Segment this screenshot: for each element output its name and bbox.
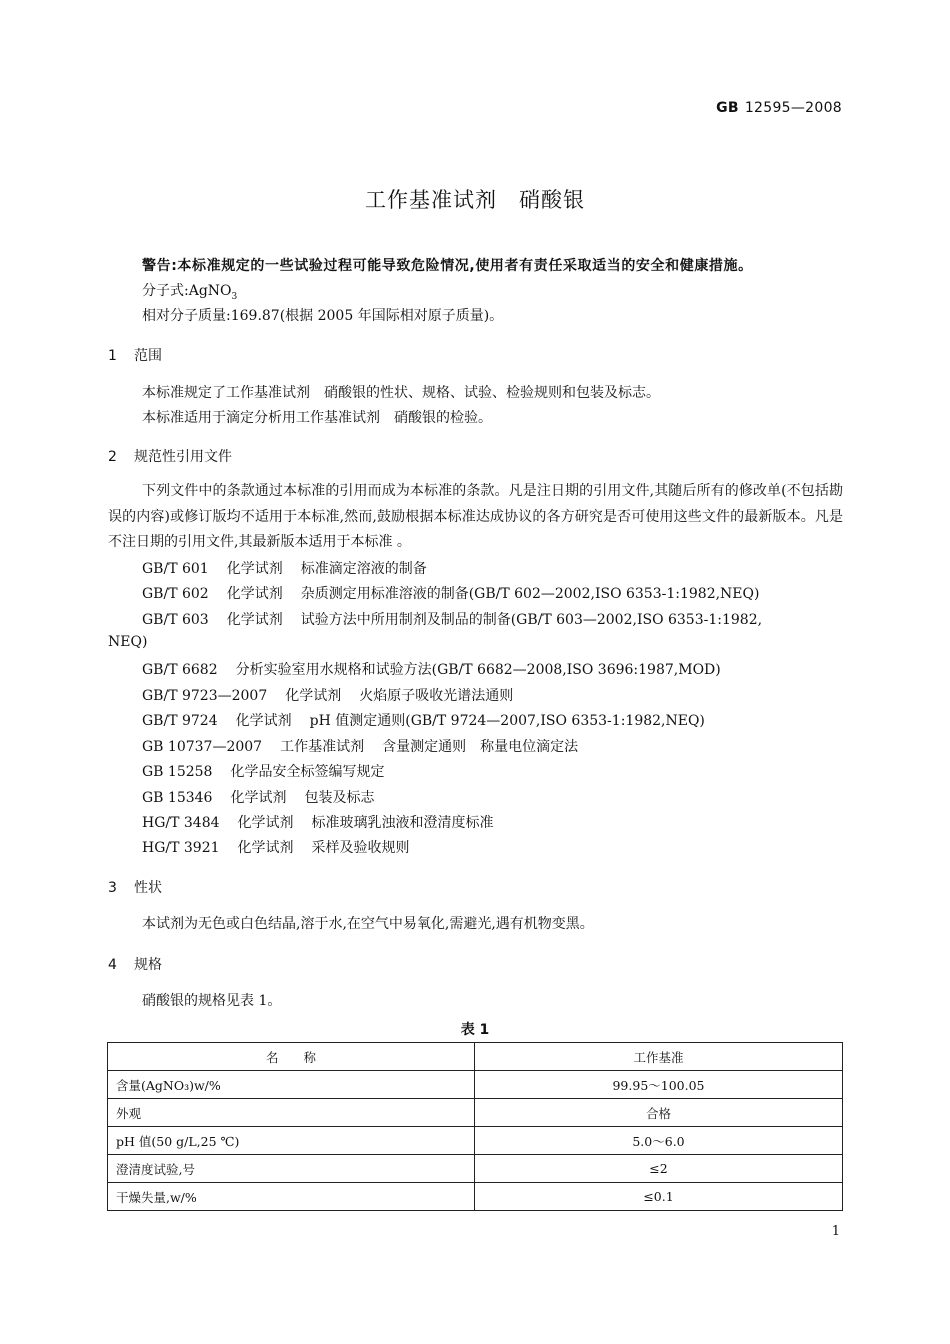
reference-code: GB/T 9723—2007 [142, 688, 268, 704]
reference-item [142, 685, 513, 705]
reference-category: 化学试剂 [226, 586, 283, 602]
reference-category: 化学试剂 [235, 713, 292, 729]
section-number: 1 [108, 348, 117, 364]
reference-item [142, 710, 705, 730]
reference-category: 化学试剂 [237, 815, 294, 831]
reference-item [142, 609, 762, 629]
reference-title: 火焰原子吸收光谱法通则 [359, 688, 514, 704]
reference-title: 标准玻璃乳浊液和澄清度标准 [311, 815, 494, 831]
section-title: 性状 [134, 880, 162, 896]
table-cell-name: 外观 [108, 1099, 475, 1127]
reference-code: HG/T 3921 [142, 840, 220, 856]
reference-item [142, 659, 721, 679]
reference-title: 含量测定通则 称量电位滴定法 [382, 739, 579, 755]
table-cell-name: pH 值(50 g/L,25 ℃) [108, 1127, 475, 1155]
table-cell-value: ≤0.1 [475, 1183, 843, 1211]
table-cell-value: 5.0～6.0 [475, 1127, 843, 1155]
section-1-heading [108, 345, 162, 365]
reference-category: 化学试剂 [226, 561, 283, 577]
properties-paragraph: 本试剂为无色或白色结晶,溶于水,在空气中易氧化,需避光,遇有机物变黑。 [142, 916, 594, 932]
reference-code: GB/T 9724 [142, 713, 218, 729]
section-title: 规范性引用文件 [134, 449, 232, 465]
reference-code: GB/T 603 [142, 612, 209, 628]
reference-title: 化学品安全标签编写规定 [230, 764, 385, 780]
table-row [108, 1099, 843, 1127]
reference-category: 工作基准试剂 [280, 739, 365, 755]
section-2-heading [108, 446, 232, 466]
reference-category: 化学试剂 [230, 790, 287, 806]
document-title: 工作基准试剂 硝酸银 [365, 188, 585, 212]
table-cell-value: ≤2 [475, 1155, 843, 1183]
warning-text: 警告:本标准规定的一些试验过程可能导致危险情况,使用者有责任采取适当的安全和健康措施。 [142, 258, 753, 274]
table-header-row [108, 1043, 843, 1071]
reference-item [142, 583, 759, 603]
table-cell-name: 澄清度试验,号 [108, 1155, 475, 1183]
table-header-cell: 工作基准 [475, 1043, 843, 1071]
reference-code: HG/T 3484 [142, 815, 220, 831]
section-number: 4 [108, 957, 117, 973]
reference-code: GB/T 601 [142, 561, 209, 577]
table-cell-name: 含量(AgNO₃)w/% [108, 1071, 475, 1099]
molecular-formula [142, 280, 237, 302]
specification-table [107, 1042, 843, 1211]
section-title: 规格 [134, 957, 162, 973]
table-cell-name: 干燥失量,w/% [108, 1183, 475, 1211]
formula-label: 分子式: [142, 283, 189, 299]
table-row [108, 1183, 843, 1211]
specification-paragraph: 硝酸银的规格见表 1。 [142, 993, 282, 1009]
reference-code: GB/T 602 [142, 586, 209, 602]
reference-code: GB 15346 [142, 790, 213, 806]
reference-title: 分析实验室用水规格和试验方法(GB/T 6682—2008,ISO 3696:1987,MOD) [235, 662, 721, 678]
reference-title: 标准滴定溶液的制备 [300, 561, 427, 577]
section-4-heading [108, 954, 162, 974]
reference-item [142, 812, 494, 832]
scope-paragraph-1: 本标准规定了工作基准试剂 硝酸银的性状、规格、试验、检验规则和包装及标志。 [142, 385, 660, 401]
reference-category: 化学试剂 [285, 688, 342, 704]
reference-title: 杂质测定用标准溶液的制备(GB/T 602—2002,ISO 6353-1:1982,NEQ) [300, 586, 760, 602]
table-header-cell: 名 称 [108, 1043, 475, 1071]
page-number: 1 [831, 1224, 840, 1239]
section-number: 3 [108, 880, 117, 896]
scope-paragraph-2: 本标准适用于滴定分析用工作基准试剂 硝酸银的检验。 [142, 410, 492, 426]
table-cell-value: 合格 [475, 1099, 843, 1127]
standard-code [716, 100, 842, 116]
reference-item [142, 837, 410, 857]
reference-item [142, 558, 427, 578]
reference-item [142, 761, 384, 781]
molar-mass: 相对分子质量:169.87(根据 2005 年国际相对原子质量)。 [142, 308, 504, 324]
reference-title: 采样及验收规则 [311, 840, 410, 856]
reference-code: GB/T 6682 [142, 662, 218, 678]
table-row [108, 1071, 843, 1099]
table-caption: 表 1 [460, 1022, 490, 1038]
formula-value: AgNO [188, 283, 232, 299]
table-row [108, 1155, 843, 1183]
section-title: 范围 [134, 348, 162, 364]
section-3-heading [108, 877, 162, 897]
formula-subscript: 3 [231, 291, 238, 302]
reference-title: 试验方法中所用制剂及制品的制备(GB/T 603—2002,ISO 6353-1:1982, [300, 612, 763, 628]
table-cell-value: 99.95～100.05 [475, 1071, 843, 1099]
reference-continuation: NEQ) [108, 634, 148, 650]
section-number: 2 [108, 449, 117, 465]
reference-item [142, 736, 578, 756]
reference-title: 包装及标志 [304, 790, 375, 806]
reference-item [142, 787, 374, 807]
reference-category: 化学试剂 [237, 840, 294, 856]
reference-title: pH 值测定通则(GB/T 9724—2007,ISO 6353-1:1982,NEQ) [309, 713, 705, 729]
standard-prefix: GB [716, 100, 739, 116]
standard-number: 12595—2008 [744, 100, 842, 116]
table-row [108, 1127, 843, 1155]
reference-code: GB 10737—2007 [142, 739, 263, 755]
references-intro: 下列文件中的条款通过本标准的引用而成为本标准的条款。凡是注日期的引用文件,其随后所有的修改单(不包括勘误的内容)或修订版均不适用于本标准,然而,鼓励根据本标准达成协议的各方研究是否可使用这些文件的最新版本。凡是不注日期的引用文件,其最新版本适用于本标准 。 [108, 483, 843, 550]
reference-code: GB 15258 [142, 764, 213, 780]
reference-category: 化学试剂 [226, 612, 283, 628]
